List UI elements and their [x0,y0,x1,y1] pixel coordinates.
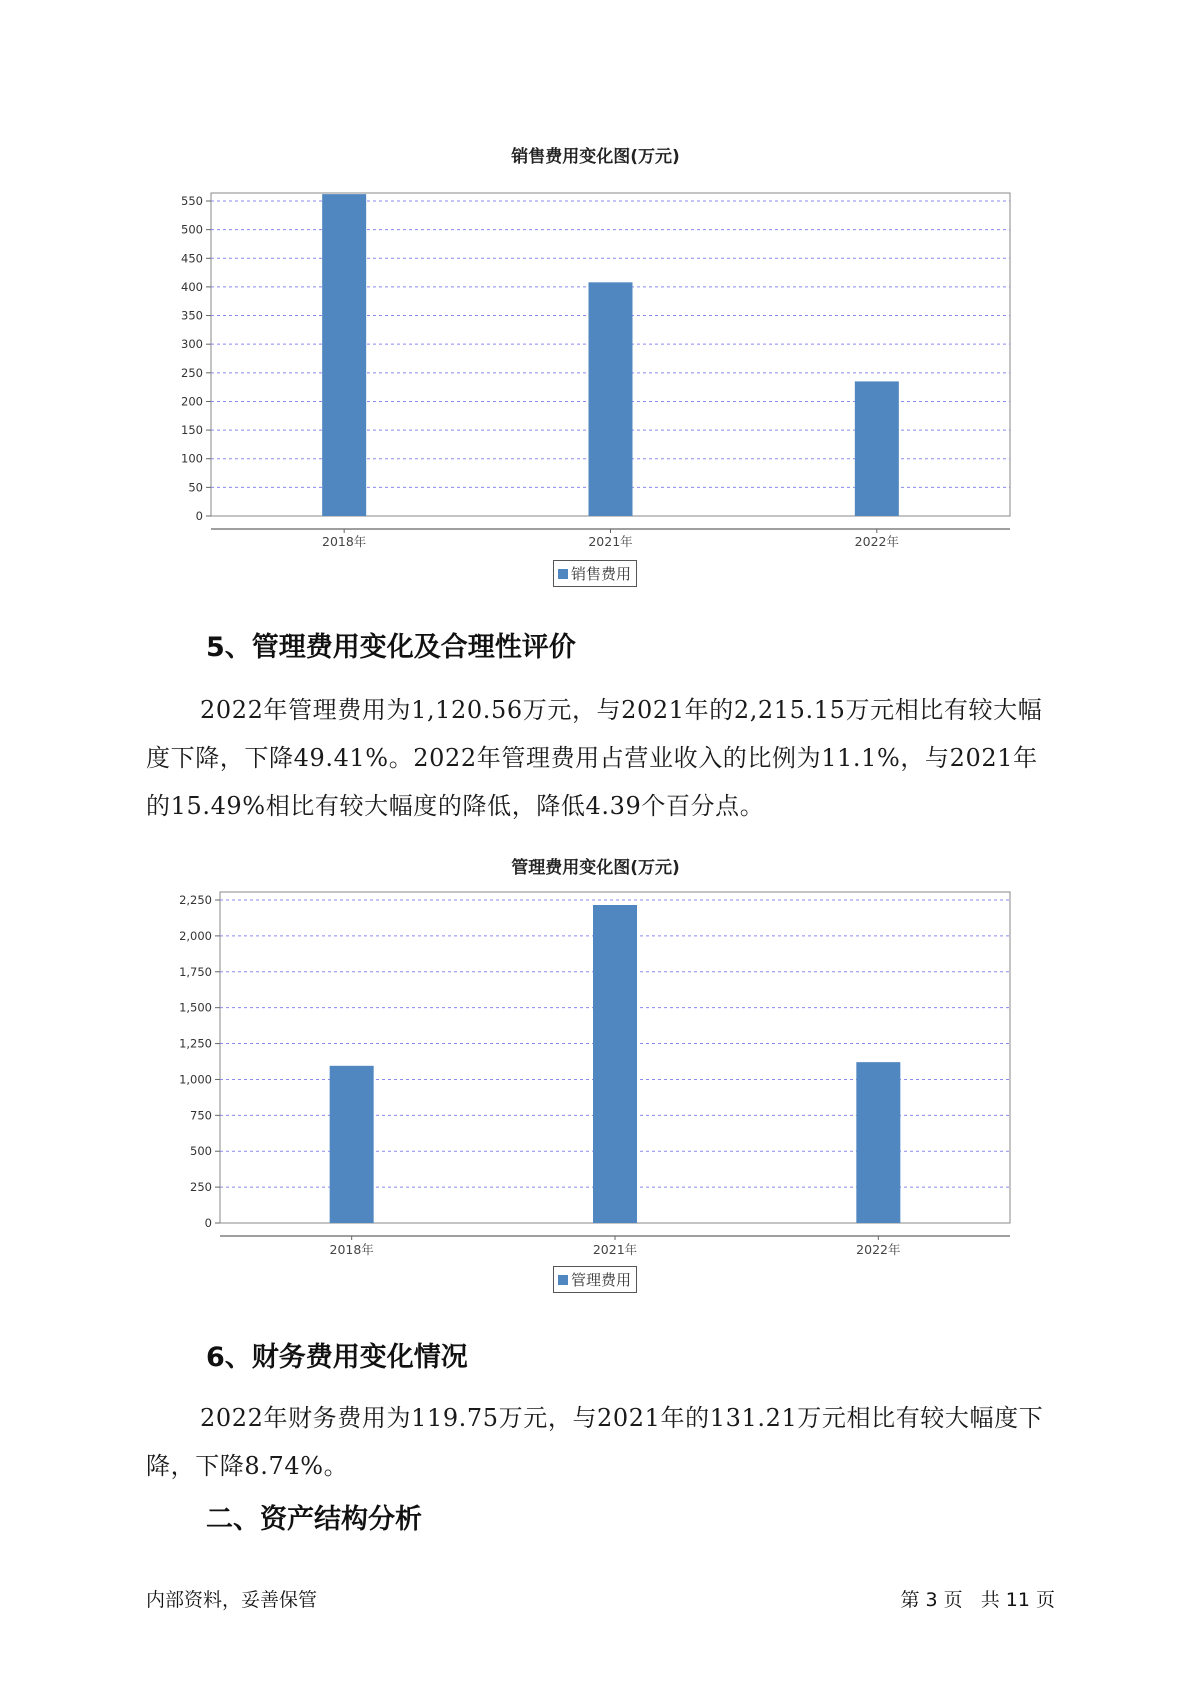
y-tick-label: 1,750 [179,964,212,979]
y-tick-label: 500 [181,222,203,237]
y-tick-label: 300 [181,337,203,352]
section-heading: 6、财务费用变化情况 [206,1342,468,1373]
x-tick-label: 2018年 [322,534,367,549]
chart-legend [553,1266,637,1293]
x-tick-label: 2018年 [329,1242,374,1257]
y-tick-label: 550 [181,194,203,208]
y-tick-label: 0 [195,509,203,523]
y-tick-label: 2,000 [179,928,212,943]
x-tick-label: 2022年 [854,534,899,549]
y-tick-label: 1,250 [179,1036,212,1051]
legend-swatch-icon [558,1275,568,1285]
y-tick-label: 1,000 [179,1072,212,1087]
y-tick-label: 450 [181,251,203,266]
bar [330,1066,374,1223]
footer-left: 内部资料，妥善保管 [146,1589,318,1611]
y-tick-label: 500 [190,1144,212,1159]
y-tick-label: 350 [181,308,203,323]
legend-label: 销售费用 [571,565,632,583]
chart-title: 管理费用变化图(万元) [511,858,680,878]
x-tick-label: 2021年 [588,534,633,549]
chart-legend [553,560,637,587]
y-tick-label: 250 [190,1180,212,1195]
y-tick-label: 200 [181,394,203,409]
bar [856,1062,900,1223]
y-tick-label: 0 [204,1216,212,1230]
x-tick-label: 2021年 [592,1242,638,1257]
footer-page-number: 第 3 页 共 11 页 [900,1589,1055,1611]
legend-swatch-icon [558,569,568,579]
bar [322,194,366,516]
paragraph: 2022年管理费用为1,120.56万元，与2021年的2,215.15万元相比有较大幅度下降，下降49.41%。2022年管理费用占营业收入的比例为11.1%，与2021年的15.49%相比有较大幅度的降低，降低4.39个百分点。 [146,696,1043,820]
sales-expense-chart [0,180,1191,560]
y-tick-label: 150 [181,423,203,438]
y-tick-label: 50 [188,480,203,495]
section-heading: 5、管理费用变化及合理性评价 [206,632,576,663]
bar [593,905,637,1223]
section-heading: 二、资产结构分析 [206,1504,422,1535]
x-tick-label: 2022年 [856,1242,901,1257]
y-tick-label: 250 [181,365,203,380]
bar [589,282,633,516]
y-tick-label: 1,500 [179,1000,212,1015]
y-tick-label: 100 [181,451,203,466]
paragraph: 2022年财务费用为119.75万元，与2021年的131.21万元相比有较大幅度下降，下降8.74%。 [146,1404,1044,1480]
y-tick-label: 750 [190,1108,212,1123]
y-tick-label: 2,250 [179,893,212,907]
legend-label: 管理费用 [571,1271,632,1289]
chart-title: 销售费用变化图(万元) [511,147,680,167]
bar [855,381,899,516]
admin-expense-chart [0,885,1191,1265]
y-tick-label: 400 [181,279,203,294]
